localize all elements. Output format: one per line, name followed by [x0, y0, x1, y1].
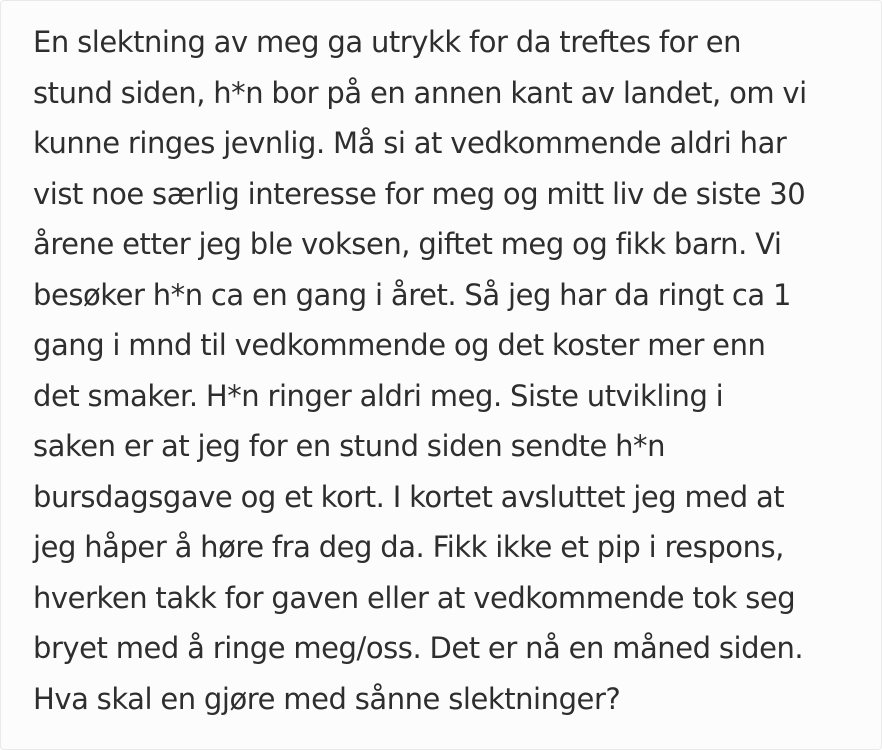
post-text-line: besøker h*n ca en gang i året. Så jeg har da ringt ca 1: [33, 277, 791, 312]
post-text-line: jeg håper å høre fra deg da. Fikk ikke et pip i respons,: [33, 530, 784, 564]
post-text-line: bursdagsgave og et kort. I kortet avsluttet jeg med at: [33, 479, 785, 514]
post-body-text: [33, 17, 873, 724]
post-text-line: hverken takk for gaven eller at vedkommende tok seg: [33, 580, 796, 615]
post-text-line: gang i mnd til vedkommende og det koster mer enn: [33, 328, 766, 362]
post-text-line: saken er at jeg for en stund siden sendte h*n: [33, 429, 666, 463]
post-text-line: bryet med å ringe meg/oss. Det er nå en måned siden.: [33, 631, 804, 665]
post-text-line: Hva skal en gjøre med sånne slektninger?: [33, 681, 621, 716]
post-text-line: kunne ringes jevnlig. Må si at vedkommende aldri har: [33, 126, 787, 160]
post-text-line: En slektning av meg ga utrykk for da treftes for en: [33, 25, 742, 59]
post-text-line: vist noe særlig interesse for meg og mitt liv de siste 30: [33, 176, 806, 211]
post-text-line: stund siden, h*n bor på en annen kant av landet, om vi: [33, 75, 807, 110]
post-text-line: årene etter jeg ble voksen, giftet meg og fikk barn. Vi: [33, 227, 782, 261]
post-text-line: det smaker. H*n ringer aldri meg. Siste utvikling i: [33, 378, 724, 413]
